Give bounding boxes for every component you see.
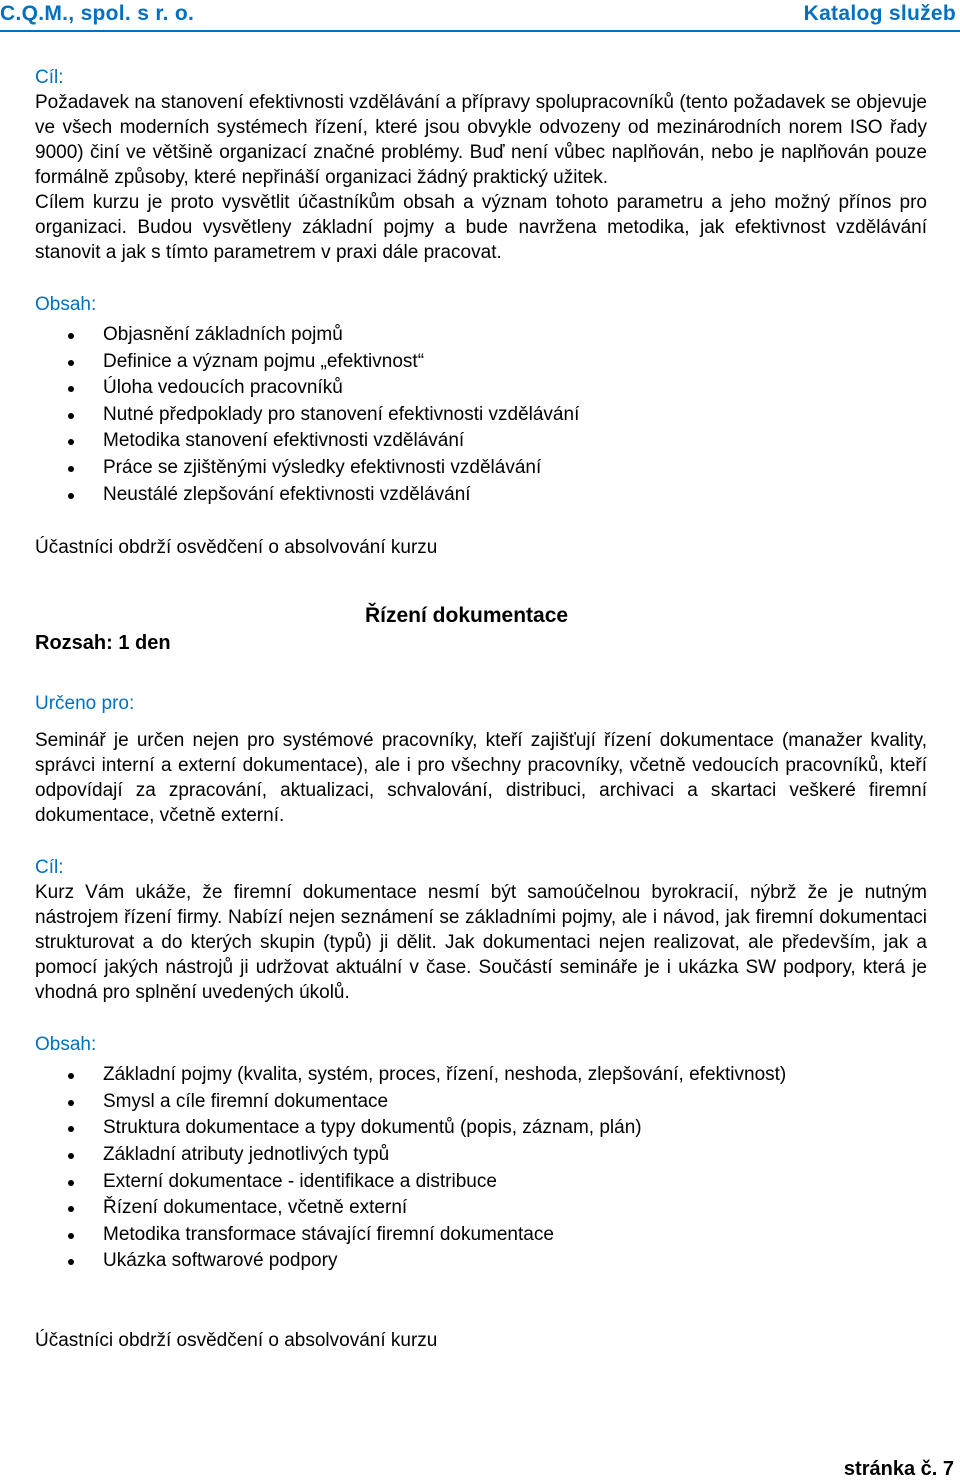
list-item: Práce se zjištěnými výsledky efektivnosti vzdělávání xyxy=(35,455,927,482)
goal-paragraph-3: Kurz Vám ukáže, že firemní dokumentace nesmí být samoúčelnou byrokracií, nýbrž že je nutným nástrojem řízení firmy. Nabízí nejen seznámení se základními pojmy, ale i návod, jak firemní dokumentaci strukturovat a do kterých skupin (typů) ji dělit. Jak dokumentaci nejen realizovat, ale především, jak a pomocí jakých nástrojů ji udržovat aktuální v čase. Součástí semináře je i ukázka SW podpory, která je vhodná pro splnění uvedených úkolů. xyxy=(35,882,927,1004)
list-item: Objasnění základních pojmů xyxy=(35,322,927,349)
bullet-icon xyxy=(68,1233,74,1239)
bullet-icon xyxy=(68,1073,74,1079)
list-item: Řízení dokumentace, včetně externí xyxy=(35,1195,927,1222)
bullet-icon xyxy=(68,1206,74,1212)
course-title: Řízení dokumentace xyxy=(365,604,569,628)
target-heading: Určeno pro: xyxy=(35,693,135,715)
catalog-title: Katalog služeb xyxy=(803,2,956,25)
bullet-icon xyxy=(68,333,74,339)
list-item: Neustálé zlepšování efektivnosti vzdělávání xyxy=(35,482,927,509)
bullet-icon xyxy=(68,1153,74,1159)
list-item: Struktura dokumentace a typy dokumentů (popis, záznam, plán) xyxy=(35,1115,927,1142)
bullet-icon xyxy=(68,1259,74,1265)
list-item: Základní atributy jednotlivých typů xyxy=(35,1142,927,1169)
list-item: Metodika stanovení efektivnosti vzdělávání xyxy=(35,428,927,455)
document-body xyxy=(35,65,927,1354)
list-item: Ukázka softwarové podpory xyxy=(35,1248,927,1275)
page-header xyxy=(0,0,960,30)
content-heading-2: Obsah: xyxy=(35,1034,97,1056)
list-item: Základní pojmy (kvalita, systém, proces, řízení, neshoda, zlepšování, efektivnost) xyxy=(35,1062,927,1089)
content-list xyxy=(35,322,927,508)
header-divider xyxy=(0,30,960,32)
course-range: Rozsah: 1 den xyxy=(35,632,171,655)
goal-heading: Cíl: xyxy=(35,67,64,88)
course-header xyxy=(35,604,927,664)
goal-paragraph-1: Požadavek na stanovení efektivnosti vzdělávání a přípravy spolupracovníků (tento požadavek se objevuje ve všech moderních systémech řízení, které jsou obvykle odvozeny od mezinárodních norem ISO řady 9000) činí ve většině organizací značné problémy. Buď není vůbec naplňován, nebo je naplňován pouze formálně způsoby, které nepřináší organizaci žádný praktický užitek. xyxy=(35,92,927,188)
bullet-icon xyxy=(68,360,74,366)
list-item: Smysl a cíle firemní dokumentace xyxy=(35,1089,927,1116)
goal-paragraph-2: Cílem kurzu je proto vysvětlit účastníkům obsah a význam tohoto parametru a jeho možný přínos pro organizaci. Budou vysvětleny základní pojmy a bude navržena metodika, jak efektivnost vzdělávání stanovit a jak s tímto parametrem v praxi dále pracovat. xyxy=(35,192,927,263)
page-number: stránka č. 7 xyxy=(843,1458,954,1480)
bullet-icon xyxy=(68,386,74,392)
bullet-icon xyxy=(68,439,74,445)
company-name: C.Q.M., spol. s r. o. xyxy=(0,2,195,25)
bullet-icon xyxy=(68,1180,74,1186)
bullet-icon xyxy=(68,413,74,419)
content-list-2 xyxy=(35,1062,927,1275)
target-paragraph: Seminář je určen nejen pro systémové pracovníky, kteří zajišťují řízení dokumentace (manažer kvality, správci interní a externí dokumentace), ale i pro všechny pracovníky, včetně vedoucích pracovníků, kteří odpovídají za zpracování, aktualizaci, schvalování, distribuci, archivaci a skartaci veškeré firemní dokumentace, včetně externí. xyxy=(35,730,927,827)
certificate-note: Účastníci obdrží osvědčení o absolvování kurzu xyxy=(35,537,438,559)
list-item: Externí dokumentace - identifikace a distribuce xyxy=(35,1169,927,1196)
bullet-icon xyxy=(68,493,74,499)
list-item: Definice a význam pojmu „efektivnost“ xyxy=(35,349,927,376)
bullet-icon xyxy=(68,1126,74,1132)
goal-heading-2: Cíl: xyxy=(35,857,64,879)
bullet-icon xyxy=(68,466,74,472)
content-heading: Obsah: xyxy=(35,294,97,315)
list-item: Metodika transformace stávající firemní dokumentace xyxy=(35,1222,927,1249)
certificate-note-2: Účastníci obdrží osvědčení o absolvování kurzu xyxy=(35,1329,438,1351)
list-item: Nutné předpoklady pro stanovení efektivnosti vzdělávání xyxy=(35,402,927,429)
bullet-icon xyxy=(68,1100,74,1106)
list-item: Úloha vedoucích pracovníků xyxy=(35,375,927,402)
